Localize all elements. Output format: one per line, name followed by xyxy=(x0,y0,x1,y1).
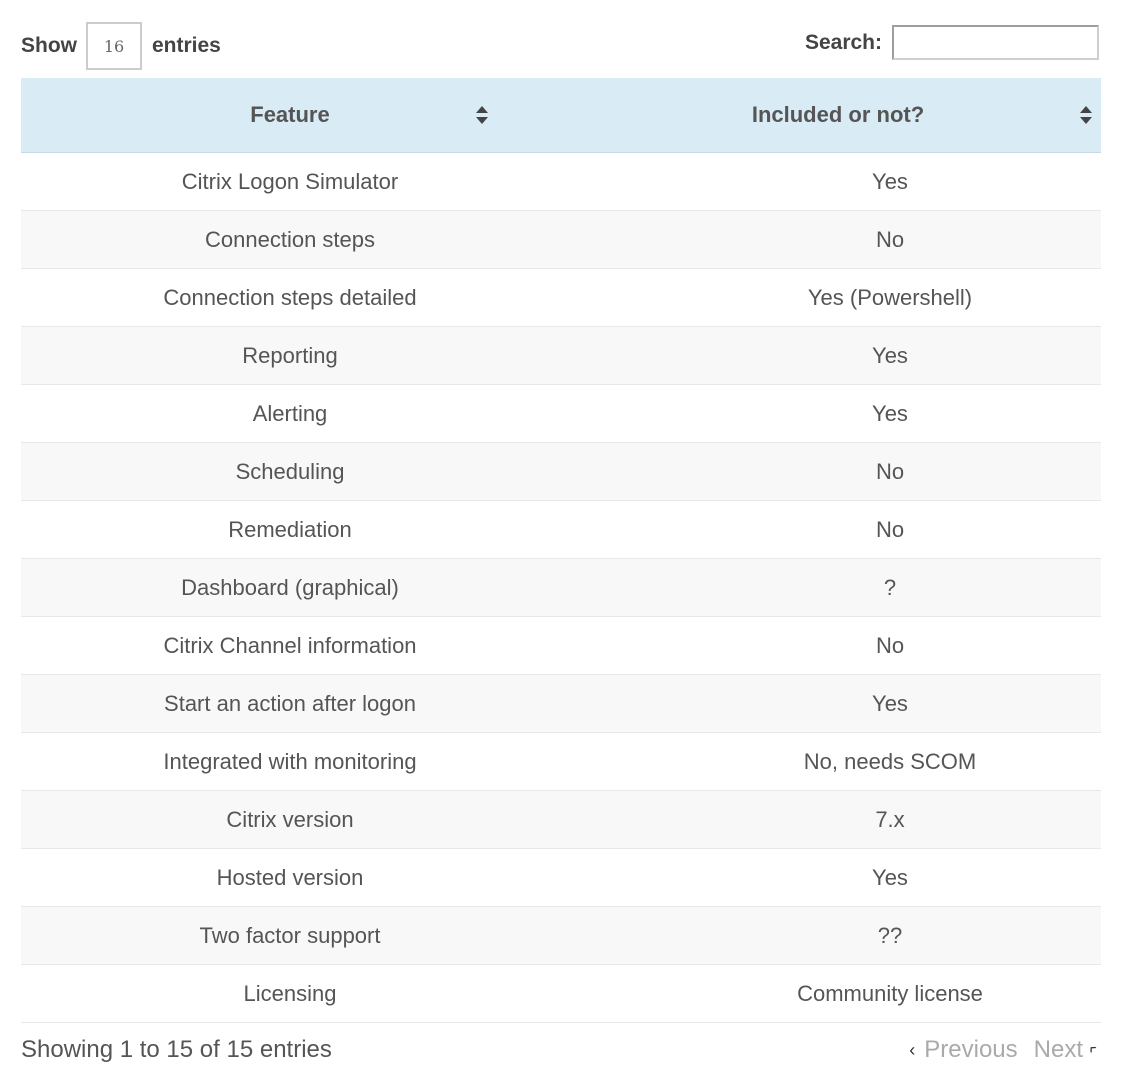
table-info: Showing 1 to 15 of 15 entries xyxy=(21,1036,332,1063)
previous-label: Previous xyxy=(924,1036,1018,1063)
included-cell: 7.x xyxy=(561,791,1101,849)
next-button[interactable] xyxy=(1034,1036,1101,1064)
included-cell: Yes xyxy=(561,153,1101,211)
table-row xyxy=(21,907,1101,965)
table-controls xyxy=(21,0,1101,78)
table-row xyxy=(21,675,1101,733)
search-control xyxy=(805,25,1099,60)
table-footer xyxy=(21,1023,1101,1081)
included-cell: Community license xyxy=(561,965,1101,1023)
page-length-select[interactable]: 16 xyxy=(86,22,142,70)
feature-cell: Remediation xyxy=(21,501,561,559)
included-cell: ?? xyxy=(561,907,1101,965)
datatable-wrapper xyxy=(21,0,1101,1081)
included-cell: No, needs SCOM xyxy=(561,733,1101,791)
column-header-label: Feature xyxy=(250,102,330,127)
included-cell: ? xyxy=(561,559,1101,617)
included-cell: Yes (Powershell) xyxy=(561,269,1101,327)
included-cell: Yes xyxy=(561,385,1101,443)
feature-cell: Integrated with monitoring xyxy=(21,733,561,791)
sort-both-icon xyxy=(1079,105,1093,125)
table-row xyxy=(21,211,1101,269)
feature-cell: Connection steps detailed xyxy=(21,269,561,327)
included-cell: No xyxy=(561,501,1101,559)
chevron-right-icon: ‹ xyxy=(1084,1038,1103,1057)
included-cell: No xyxy=(561,443,1101,501)
table-row xyxy=(21,965,1101,1023)
included-cell: No xyxy=(561,211,1101,269)
table-row xyxy=(21,791,1101,849)
table-row xyxy=(21,153,1101,211)
entries-label: entries xyxy=(152,34,221,57)
table-row xyxy=(21,559,1101,617)
table-row xyxy=(21,443,1101,501)
feature-cell: Citrix Logon Simulator xyxy=(21,153,561,211)
chevron-left-icon: ‹ xyxy=(909,1039,916,1060)
show-label: Show xyxy=(21,34,77,57)
page-length-control xyxy=(21,22,221,70)
feature-cell: Connection steps xyxy=(21,211,561,269)
included-cell: No xyxy=(561,617,1101,675)
included-cell: Yes xyxy=(561,849,1101,907)
table-row xyxy=(21,617,1101,675)
feature-cell: Reporting xyxy=(21,327,561,385)
included-cell: Yes xyxy=(561,327,1101,385)
feature-cell: Hosted version xyxy=(21,849,561,907)
feature-table xyxy=(21,78,1101,1023)
table-row xyxy=(21,327,1101,385)
feature-cell: Scheduling xyxy=(21,443,561,501)
table-row xyxy=(21,849,1101,907)
feature-cell: Two factor support xyxy=(21,907,561,965)
previous-button[interactable] xyxy=(909,1036,1017,1064)
column-header-feature[interactable] xyxy=(21,78,561,153)
column-header-label: Included or not? xyxy=(751,102,925,127)
column-header-included[interactable] xyxy=(561,78,1101,153)
pagination xyxy=(909,1036,1101,1064)
feature-cell: Citrix version xyxy=(21,791,561,849)
feature-cell: Alerting xyxy=(21,385,561,443)
search-label: Search: xyxy=(804,30,882,54)
next-label: Next xyxy=(1033,1036,1083,1063)
feature-cell: Start an action after logon xyxy=(21,675,561,733)
table-row xyxy=(21,733,1101,791)
feature-cell: Dashboard (graphical) xyxy=(21,559,561,617)
feature-cell: Licensing xyxy=(21,965,561,1023)
table-row xyxy=(21,269,1101,327)
search-input[interactable] xyxy=(892,25,1099,60)
table-row xyxy=(21,385,1101,443)
feature-cell: Citrix Channel information xyxy=(21,617,561,675)
included-cell: Yes xyxy=(561,675,1101,733)
table-header-row xyxy=(21,78,1101,153)
table-row xyxy=(21,501,1101,559)
sort-both-icon xyxy=(475,105,489,125)
